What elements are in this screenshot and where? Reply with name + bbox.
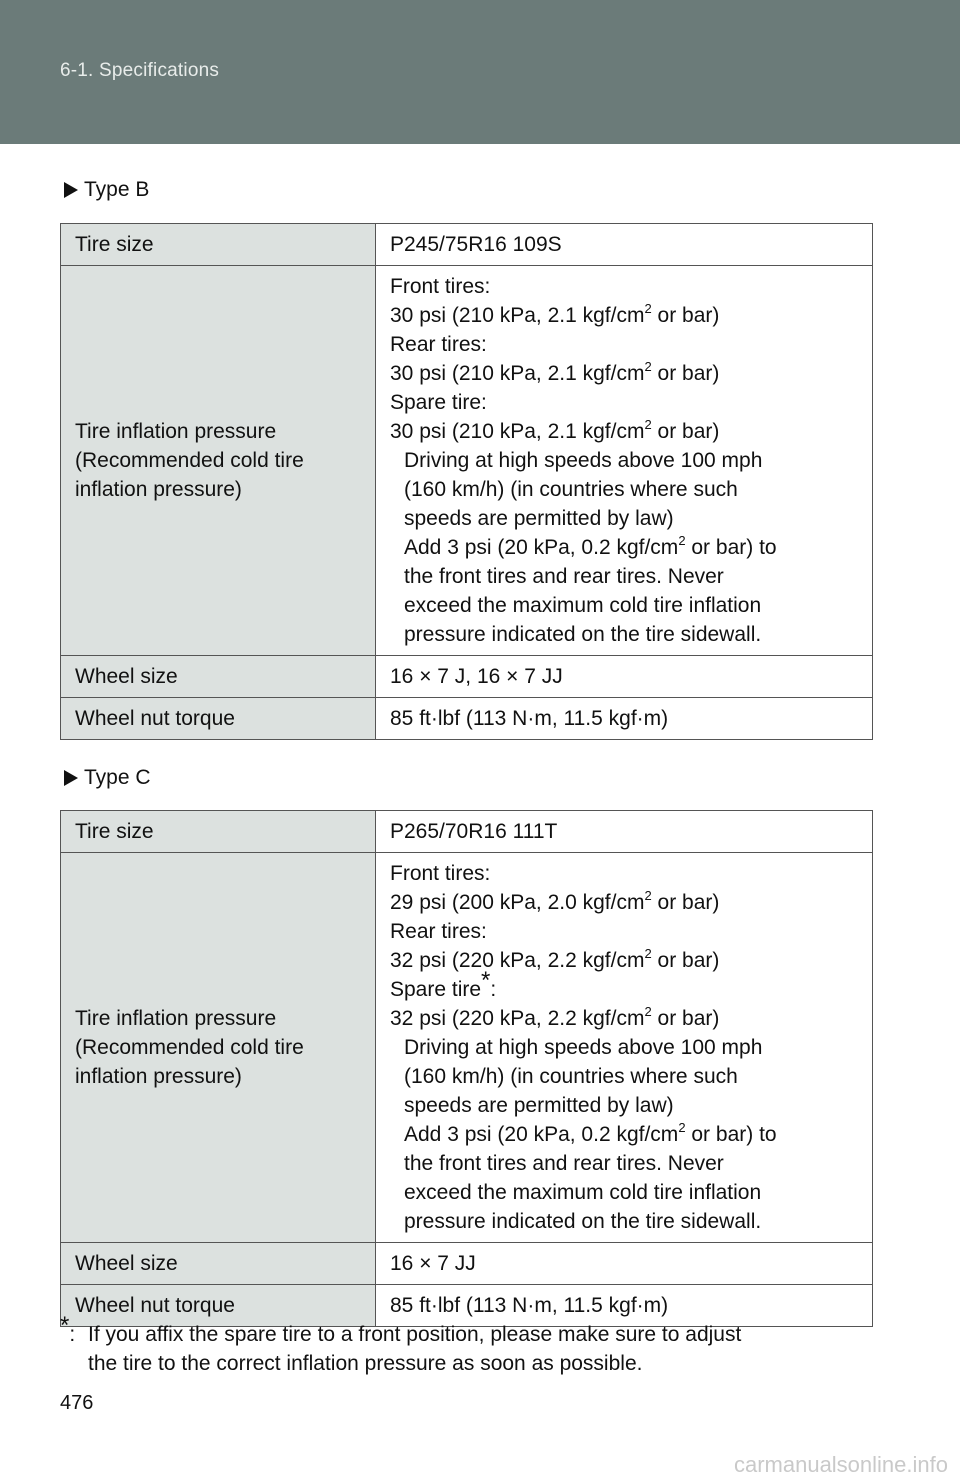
footnote-star-icon: * (481, 967, 491, 994)
section-title: 6-1. Specifications (60, 60, 220, 81)
wheel-nut-torque-label: Wheel nut torque (61, 1285, 376, 1327)
tire-pressure-value: Front tires: 30 psi (210 kPa, 2.1 kgf/$cm^2$ or bar) Rear tires: 30 psi (210 kPa, 2.1 kgf/$cm^2$ or bar) Spare tire: 30 psi (210 kPa, 2.1 kgf/$cm^2$ or bar) Driving at high speeds above 100 mph (160 km/h) (in countries where such speeds are permitted by law) Add 3 psi (20 kPa, 0.2 kgf/$cm^2$ or bar) to the front tires and rear tires. Never exceed the maximum cold tire inflation pressure indicated on the tire sidewall. (376, 266, 873, 656)
tire-size-value: P265/70R16 111T (376, 811, 873, 853)
tire-size-label: Tire size (61, 224, 376, 266)
tire-pressure-value: Front tires: 29 psi (200 kPa, 2.0 kgf/$cm^2$ or bar) Rear tires: 32 psi (220 kPa, 2.2 kgf/$cm^2$ or bar) Spare tire*: 32 psi (220 kPa, 2.2 kgf/$cm^2$ or bar) Driving at high speeds above 100 mph (160 km/h) (in countries where such speeds are permitted by law) Add 3 psi (20 kPa, 0.2 kgf/$cm^2$ or bar) to the front tires and rear tires. Never exceed the maximum cold tire inflation pressure indicated on the tire sidewall. (376, 853, 873, 1243)
table-row (61, 698, 873, 740)
type-b-spec-table (60, 223, 873, 740)
watermark: carmanualsonline.info (733, 1452, 948, 1477)
footnote: *: If you affix the spare tire to a front position, please make sure to adjust the tire to the correct inflation pressure as soon as possible. (60, 1320, 866, 1378)
table-row (61, 656, 873, 698)
page-number: 476 (60, 1392, 94, 1414)
wheel-size-value: 16 × 7 J, 16 × 7 JJ (376, 656, 873, 698)
triangle-bullet-icon (64, 182, 78, 198)
page-header (0, 0, 960, 144)
tire-size-value: P245/75R16 109S (376, 224, 873, 266)
wheel-nut-torque-value: 85 ft·lbf (113 N·m, 11.5 kgf·m) (376, 1285, 873, 1327)
table-row (61, 224, 873, 266)
type-b-heading-text: Type B (84, 178, 150, 201)
type-c-heading (64, 766, 151, 790)
table-row (61, 1243, 873, 1285)
wheel-size-value: 16 × 7 JJ (376, 1243, 873, 1285)
type-c-heading-text: Type C (84, 766, 151, 789)
tire-pressure-label: Tire inflation pressure (Recommended cold tire inflation pressure) (61, 266, 376, 656)
tire-pressure-label: Tire inflation pressure (Recommended cold tire inflation pressure) (61, 853, 376, 1243)
wheel-size-label: Wheel size (61, 1243, 376, 1285)
type-b-heading (64, 178, 149, 202)
type-c-spec-table (60, 810, 873, 1327)
footnote-line-1: If you affix the spare tire to a front position, please make sure to adjust (88, 1323, 742, 1346)
wheel-nut-torque-label: Wheel nut torque (61, 698, 376, 740)
footnote-line-2: the tire to the correct inflation pressure as soon as possible. (88, 1352, 643, 1375)
triangle-bullet-icon (64, 770, 78, 786)
table-row (61, 853, 873, 1243)
wheel-nut-torque-value: 85 ft·lbf (113 N·m, 11.5 kgf·m) (376, 698, 873, 740)
table-row (61, 266, 873, 656)
tire-size-label: Tire size (61, 811, 376, 853)
table-row (61, 811, 873, 853)
wheel-size-label: Wheel size (61, 656, 376, 698)
footnote-star-icon: * (60, 1312, 70, 1339)
